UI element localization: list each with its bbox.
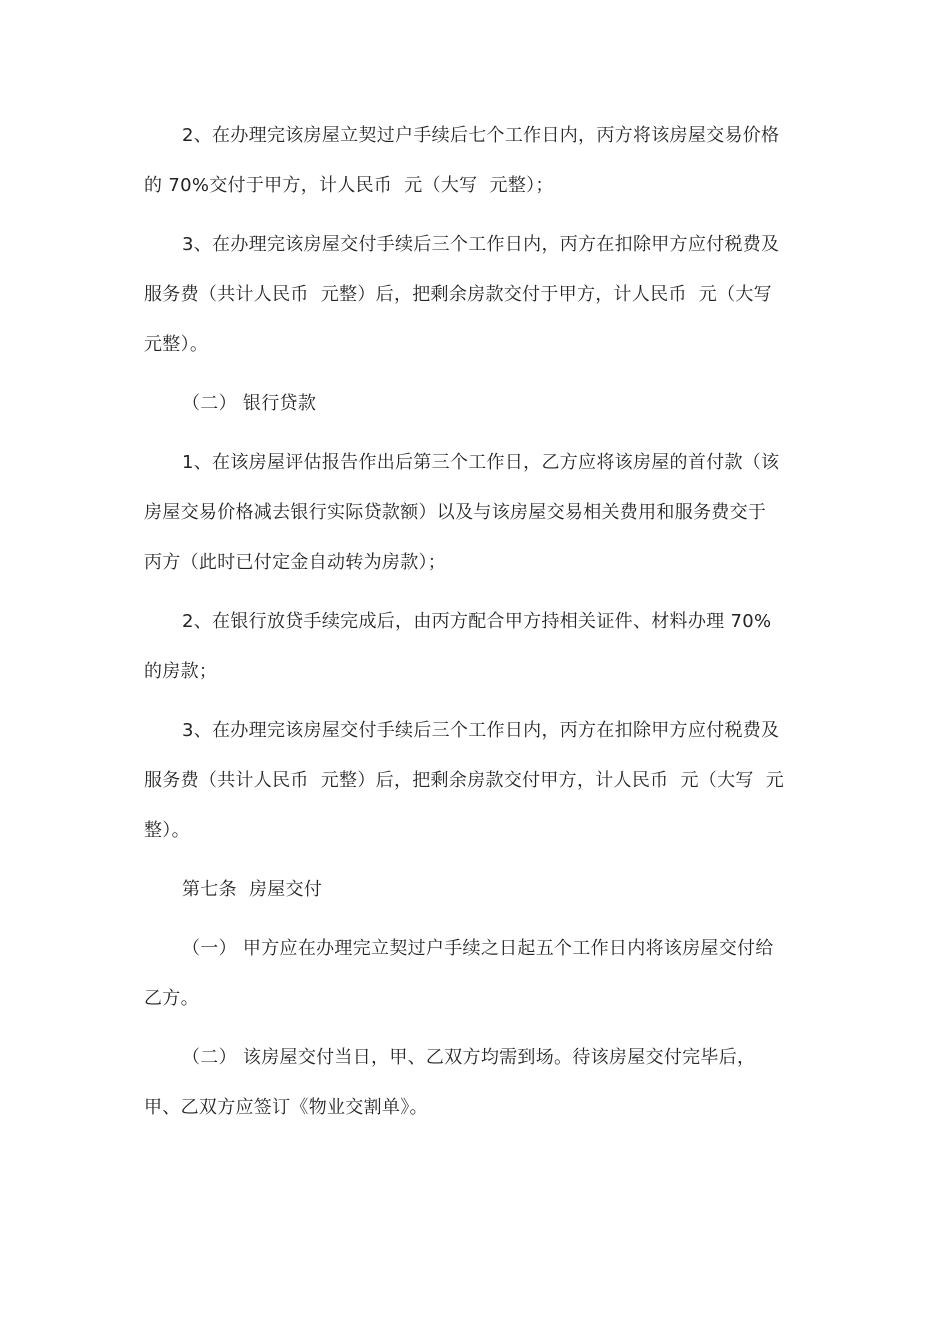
loan-clause-3-line-2: 服务费（共计人民币 元整）后，把剩余房款交付甲方，计人民币 元（大写 元 — [144, 770, 785, 791]
payment-clause-3-line-3: 元整）。 — [144, 334, 209, 355]
loan-clause-1-line-2: 房屋交易价格减去银行实际贷款额）以及与该房屋交易相关费用和服务费交于 — [144, 502, 767, 523]
loan-clause-2-line-2: 的房款； — [144, 661, 218, 682]
loan-clause-3-line-3: 整）。 — [144, 820, 190, 841]
section-bank-loan-heading: （二） 银行贷款 — [182, 393, 317, 414]
payment-clause-3-line-1: 3、在办理完该房屋交付手续后三个工作日内，丙方在扣除甲方应付税费及 — [182, 234, 780, 255]
loan-clause-1-line-1: 1、在该房屋评估报告作出后第三个工作日，乙方应将该房屋的首付款（该 — [182, 452, 780, 473]
payment-clause-2-line-2: 的 70%交付于甲方，计人民币 元（大写 元整）； — [144, 175, 554, 196]
delivery-clause-1-line-2: 乙方。 — [144, 988, 199, 1009]
article-7-heading: 第七条 房屋交付 — [182, 879, 323, 900]
delivery-clause-2-line-1: （二） 该房屋交付当日，甲、乙双方均需到场。待该房屋交付完毕后， — [182, 1047, 756, 1068]
loan-clause-2-line-1: 2、在银行放贷手续完成后，由丙方配合甲方持相关证件、材料办理 70% — [182, 611, 772, 632]
loan-clause-1-line-3: 丙方（此时已付定金自动转为房款）； — [144, 552, 447, 573]
delivery-clause-1-line-1: （一） 甲方应在办理完立契过户手续之日起五个工作日内将该房屋交付给 — [182, 938, 774, 959]
payment-clause-2-line-1: 2、在办理完该房屋立契过户手续后七个工作日内，丙方将该房屋交易价格 — [182, 125, 780, 146]
delivery-clause-2-line-2: 甲、乙双方应签订《物业交割单》。 — [144, 1097, 428, 1118]
payment-clause-3-line-2: 服务费（共计人民币 元整）后，把剩余房款交付于甲方，计人民币 元（大写 — [144, 284, 772, 305]
loan-clause-3-line-1: 3、在办理完该房屋交付手续后三个工作日内，丙方在扣除甲方应付税费及 — [182, 720, 780, 741]
